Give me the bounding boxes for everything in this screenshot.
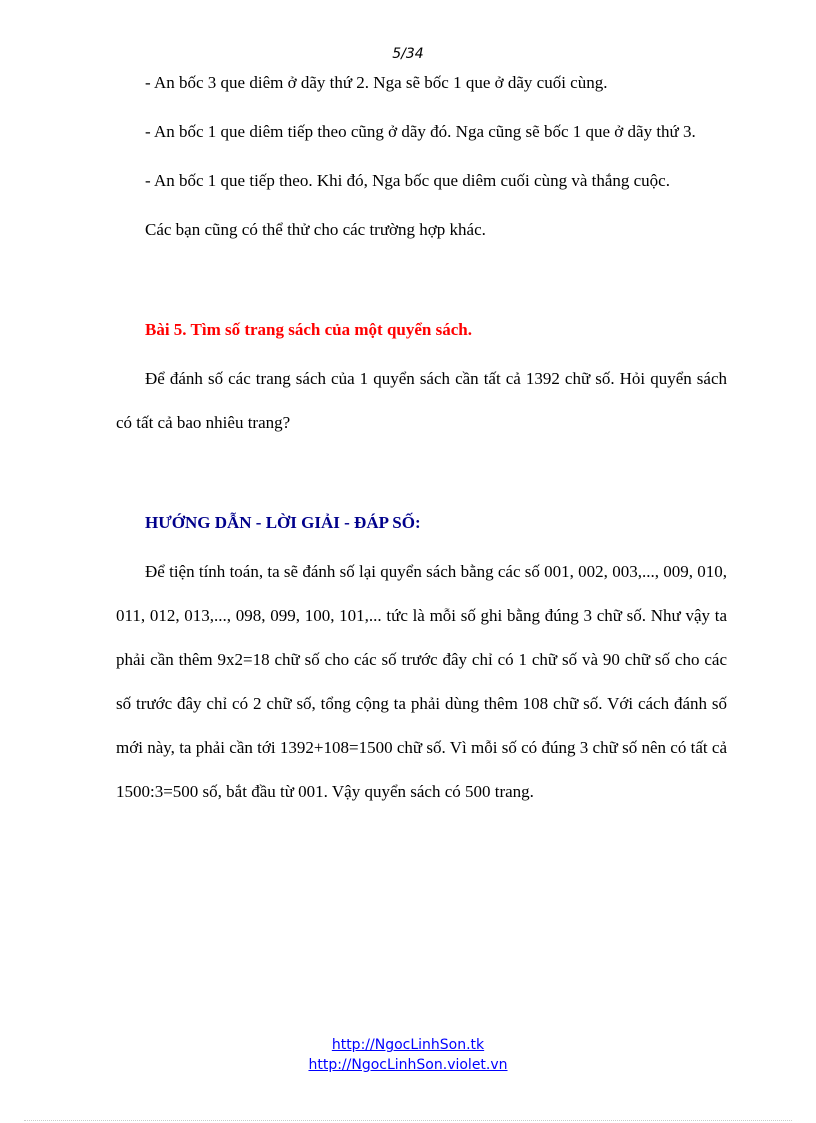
paragraph-an-step-2: - An bốc 1 que diêm tiếp theo cũng ở dãy đó. Nga cũng sẽ bốc 1 que ở dãy thứ 3.: [145, 122, 696, 141]
paragraph-an-step-3: - An bốc 1 que tiếp theo. Khi đó, Nga bốc que diêm cuối cùng và thắng cuộc.: [145, 171, 670, 190]
page-number: 5/34: [392, 46, 424, 62]
problem-text: Để đánh số các trang sách của 1 quyển sách cần tất cả 1392 chữ số. Hỏi quyển sách có tất cả bao nhiêu trang?: [116, 369, 727, 432]
page-bottom-divider: [24, 1120, 792, 1121]
problem-heading: Bài 5. Tìm số trang sách của một quyển sách.: [145, 320, 472, 339]
footer-link-violet[interactable]: http://NgocLinhSon.violet.vn: [308, 1057, 508, 1073]
solution-text: Để tiện tính toán, ta sẽ đánh số lại quyển sách bằng các số 001, 002, 003,..., 009, 010, 011, 012, 013,..., 098, 099, 100, 101,... tức là mỗi số ghi bằng đúng 3 chữ số. Như vậy ta phải cần thêm 9x2=18 chữ số cho các số trước đây chỉ có 1 chữ số và 90 chữ số cho các số trước đây chỉ có 2 chữ số, tổng cộng ta phải dùng thêm 108 chữ số. Với cách đánh số mới này, ta phải cần tới 1392+108=1500 chữ số. Vì mỗi số có đúng 3 chữ số nên có tất cả 1500:3=500 số, bắt đầu từ 001. Vậy quyển sách có 500 trang.: [116, 562, 727, 801]
footer: [0, 1035, 816, 1075]
paragraph-an-step-1: - An bốc 3 que diêm ở dãy thứ 2. Nga sẽ bốc 1 que ở dãy cuối cùng.: [145, 73, 608, 92]
paragraph-other-cases: Các bạn cũng có thể thử cho các trường hợp khác.: [145, 220, 486, 239]
footer-link-tk[interactable]: http://NgocLinhSon.tk: [331, 1037, 485, 1053]
document-body: [116, 60, 727, 814]
solution-heading: HƯỚNG DẪN - LỜI GIẢI - ĐÁP SỐ:: [145, 513, 421, 532]
